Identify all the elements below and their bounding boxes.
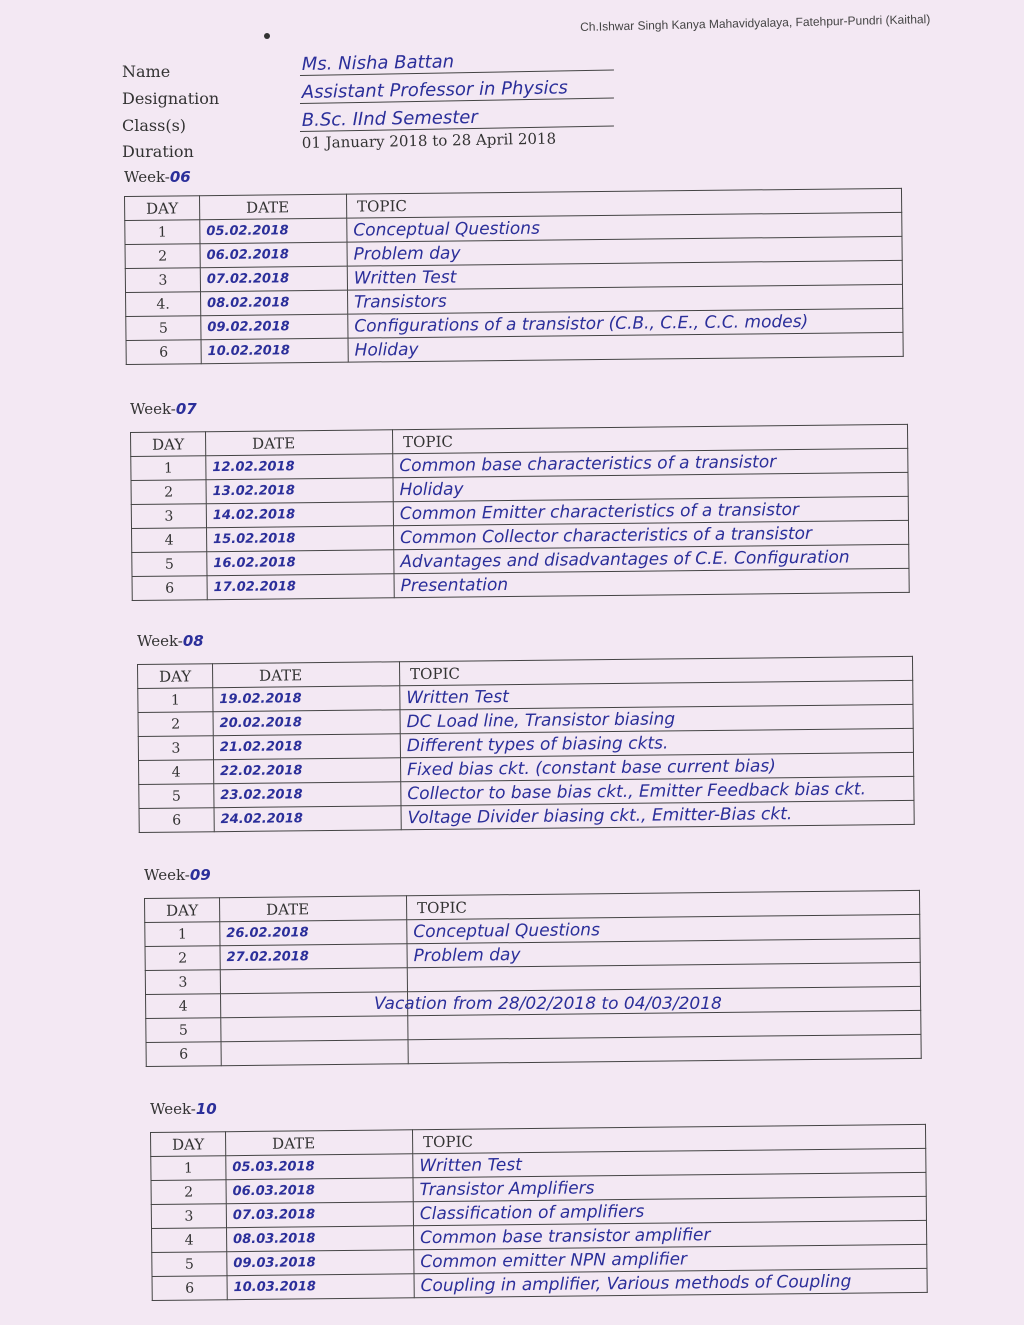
topic-cell: Holiday bbox=[348, 332, 903, 362]
week-09 bbox=[144, 866, 920, 1067]
date-cell: 10.03.2018 bbox=[227, 1274, 414, 1300]
vacation-note: Vacation from 28/02/2018 to 04/03/2018 bbox=[374, 994, 722, 1014]
topic-cell: Configurations of a transistor (C.B., C.E., C.C. modes) bbox=[348, 308, 903, 338]
week-06 bbox=[124, 168, 902, 365]
week-prefix: Week- bbox=[144, 866, 190, 884]
topic-cell: Transistor Amplifiers bbox=[413, 1172, 926, 1201]
week-prefix: Week- bbox=[137, 632, 183, 650]
date-header: DATE bbox=[226, 1130, 413, 1156]
week-09-table bbox=[144, 890, 922, 1067]
week-number: 10 bbox=[195, 1100, 217, 1118]
week-label bbox=[150, 1100, 926, 1122]
day-cell: 2 bbox=[125, 244, 200, 269]
day-cell: 3 bbox=[151, 1204, 226, 1229]
college-name: Ch.Ishwar Singh Kanya Mahavidyalaya, Fatehpur-Pundri (Kaithal) bbox=[580, 12, 931, 34]
date-cell: 09.02.2018 bbox=[201, 314, 348, 340]
date-cell: 12.02.2018 bbox=[206, 454, 393, 480]
week-07-table bbox=[130, 424, 910, 601]
day-cell: 5 bbox=[126, 316, 201, 341]
date-cell: 20.02.2018 bbox=[213, 710, 400, 736]
date-cell: 09.03.2018 bbox=[227, 1250, 414, 1276]
day-cell: 4 bbox=[139, 760, 214, 785]
topic-header: TOPIC bbox=[392, 424, 907, 453]
topic-cell: Collector to base bias ckt., Emitter Feedback bias ckt. bbox=[401, 776, 914, 805]
date-cell: 07.02.2018 bbox=[200, 266, 347, 292]
day-cell: 1 bbox=[145, 922, 220, 947]
week-number: 07 bbox=[175, 400, 197, 418]
topic-cell: Problem day bbox=[347, 236, 902, 266]
topic-cell: Common emitter NPN amplifier bbox=[414, 1244, 927, 1273]
topic-cell: Written Test bbox=[347, 260, 902, 290]
week-label bbox=[124, 168, 902, 190]
day-header: DAY bbox=[145, 898, 220, 923]
week-number: 09 bbox=[189, 866, 211, 884]
date-cell: 06.03.2018 bbox=[226, 1178, 413, 1204]
date-cell: 15.02.2018 bbox=[207, 526, 394, 552]
week-label bbox=[144, 866, 920, 888]
day-cell: 3 bbox=[131, 504, 206, 529]
class-label: Class(s) bbox=[122, 116, 187, 135]
date-cell: 08.02.2018 bbox=[201, 290, 348, 316]
topic-cell: Coupling in amplifier, Various methods of Coupling bbox=[414, 1268, 927, 1297]
topic-cell: Fixed bias ckt. (constant base current bias) bbox=[400, 752, 913, 781]
day-cell: 3 bbox=[138, 736, 213, 761]
day-cell: 1 bbox=[138, 688, 213, 713]
week-label bbox=[137, 632, 913, 654]
date-cell: 16.02.2018 bbox=[207, 550, 394, 576]
week-prefix: Week- bbox=[124, 168, 170, 186]
day-cell: 2 bbox=[151, 1180, 226, 1205]
topic-cell: DC Load line, Transistor biasing bbox=[400, 704, 913, 733]
day-cell: 1 bbox=[131, 456, 206, 481]
topic-header: TOPIC bbox=[406, 890, 919, 919]
day-cell: 5 bbox=[146, 1018, 221, 1043]
date-cell: 24.02.2018 bbox=[214, 806, 401, 832]
week-prefix: Week- bbox=[130, 400, 176, 418]
topic-cell: Common base characteristics of a transistor bbox=[393, 448, 908, 477]
name-value: Ms. Nisha Battan bbox=[300, 49, 614, 76]
date-header: DATE bbox=[213, 662, 400, 688]
date-cell bbox=[221, 1040, 408, 1066]
date-cell: 10.02.2018 bbox=[201, 338, 348, 364]
date-cell: 08.03.2018 bbox=[227, 1226, 414, 1252]
date-cell: 26.02.2018 bbox=[220, 920, 407, 946]
week-10-table bbox=[150, 1124, 928, 1301]
day-cell: 4. bbox=[126, 292, 201, 317]
topic-cell: Holiday bbox=[393, 472, 908, 501]
topic-cell bbox=[408, 1034, 921, 1063]
topic-cell: Different types of biasing ckts. bbox=[400, 728, 913, 757]
name-label: Name bbox=[122, 62, 171, 81]
day-cell: 6 bbox=[152, 1276, 227, 1301]
topic-cell: Written Test bbox=[400, 680, 913, 709]
day-cell: 1 bbox=[125, 220, 200, 245]
date-header: DATE bbox=[220, 896, 407, 922]
topic-header: TOPIC bbox=[399, 656, 912, 685]
week-06-table bbox=[124, 188, 904, 365]
day-cell: 1 bbox=[151, 1156, 226, 1181]
duration-value: 01 January 2018 to 28 April 2018 bbox=[301, 129, 557, 152]
date-cell: 05.02.2018 bbox=[200, 218, 347, 244]
topic-cell: Conceptual Questions bbox=[347, 212, 902, 242]
day-cell: 2 bbox=[145, 946, 220, 971]
date-cell: 22.02.2018 bbox=[214, 758, 401, 784]
topic-cell: Written Test bbox=[413, 1148, 926, 1177]
designation-value: Assistant Professor in Physics bbox=[300, 77, 614, 104]
day-cell: 3 bbox=[145, 970, 220, 995]
topic-cell: Advantages and disadvantages of C.E. Configuration bbox=[394, 544, 909, 573]
day-header: DAY bbox=[151, 1132, 226, 1157]
week-number: 06 bbox=[169, 168, 191, 186]
day-cell: 4 bbox=[146, 994, 221, 1019]
topic-cell: Conceptual Questions bbox=[407, 914, 920, 943]
date-header: DATE bbox=[200, 194, 347, 220]
day-cell: 6 bbox=[132, 576, 207, 601]
topic-cell: Problem day bbox=[407, 938, 920, 967]
date-cell: 06.02.2018 bbox=[200, 242, 347, 268]
topic-cell: Common Collector characteristics of a transistor bbox=[393, 520, 908, 549]
date-cell: 27.02.2018 bbox=[220, 944, 407, 970]
designation-label: Designation bbox=[122, 89, 220, 108]
day-cell: 4 bbox=[152, 1228, 227, 1253]
date-cell: 13.02.2018 bbox=[206, 478, 393, 504]
ink-dot bbox=[264, 33, 270, 39]
date-cell: 21.02.2018 bbox=[213, 734, 400, 760]
day-cell: 3 bbox=[125, 268, 200, 293]
day-header: DAY bbox=[138, 664, 213, 689]
week-08-table bbox=[137, 656, 915, 833]
topic-cell: Common base transistor amplifier bbox=[413, 1220, 926, 1249]
day-cell: 5 bbox=[152, 1252, 227, 1277]
topic-cell: Presentation bbox=[394, 568, 909, 597]
duration-label: Duration bbox=[122, 142, 194, 161]
week-10 bbox=[150, 1100, 926, 1301]
topic-header: TOPIC bbox=[346, 188, 901, 218]
date-header: DATE bbox=[206, 430, 393, 456]
date-cell: 14.02.2018 bbox=[206, 502, 393, 528]
date-cell: 05.03.2018 bbox=[226, 1154, 413, 1180]
day-cell: 5 bbox=[139, 784, 214, 809]
date-cell: 19.02.2018 bbox=[213, 686, 400, 712]
date-cell: 23.02.2018 bbox=[214, 782, 401, 808]
topic-cell: Classification of amplifiers bbox=[413, 1196, 926, 1225]
day-cell: 5 bbox=[132, 552, 207, 577]
week-number: 08 bbox=[182, 632, 204, 650]
week-07 bbox=[130, 400, 908, 601]
day-cell: 2 bbox=[131, 480, 206, 505]
day-cell: 6 bbox=[139, 808, 214, 833]
class-value: B.Sc. IInd Semester bbox=[300, 105, 614, 132]
date-cell: 07.03.2018 bbox=[226, 1202, 413, 1228]
date-cell bbox=[221, 1016, 408, 1042]
week-08 bbox=[137, 632, 913, 833]
week-prefix: Week- bbox=[150, 1100, 196, 1118]
week-label bbox=[130, 400, 908, 422]
topic-cell: Voltage Divider biasing ckt., Emitter-Bias ckt. bbox=[401, 800, 914, 829]
topic-header: TOPIC bbox=[412, 1124, 925, 1153]
day-cell: 6 bbox=[126, 340, 201, 365]
date-cell bbox=[220, 968, 407, 994]
day-cell: 4 bbox=[132, 528, 207, 553]
day-header: DAY bbox=[131, 432, 206, 457]
day-cell: 2 bbox=[138, 712, 213, 737]
day-header: DAY bbox=[125, 196, 200, 221]
topic-cell: Transistors bbox=[347, 284, 902, 314]
day-cell: 6 bbox=[146, 1042, 221, 1067]
date-cell: 17.02.2018 bbox=[207, 574, 394, 600]
topic-cell: Common Emitter characteristics of a transistor bbox=[393, 496, 908, 525]
